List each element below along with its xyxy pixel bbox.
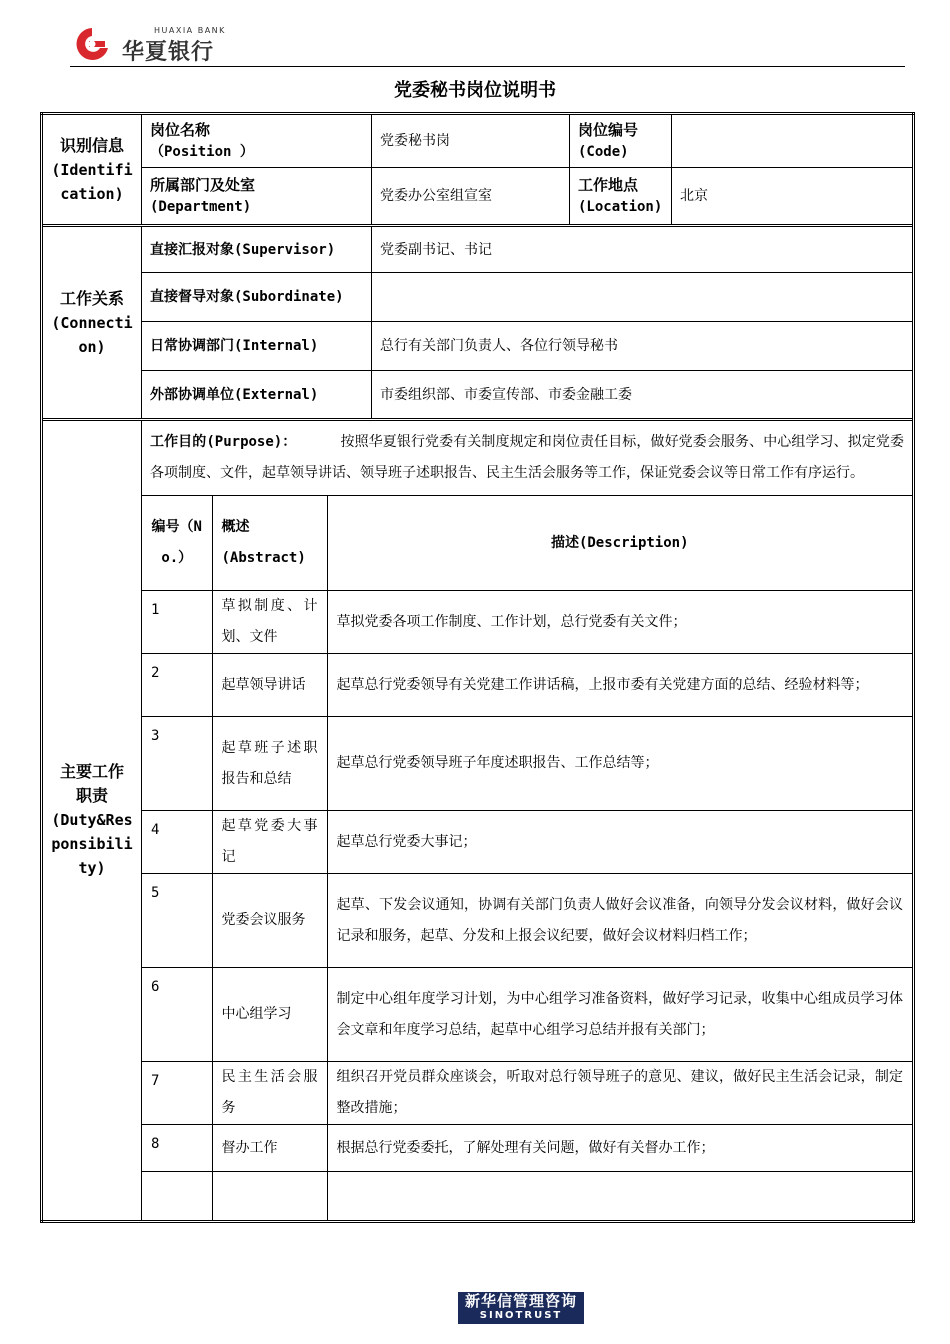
item-no: 5 bbox=[142, 874, 212, 968]
logo-english-name: HUAXIA BANK bbox=[154, 26, 226, 35]
identification-en: (Identification) bbox=[51, 160, 133, 203]
job-description-table bbox=[40, 112, 915, 1223]
item-no: 1 bbox=[142, 591, 212, 654]
position-label-cell bbox=[142, 114, 372, 168]
department-label-en: (Department) bbox=[150, 199, 252, 215]
internal-label: 日常协调部门(Internal) bbox=[142, 322, 372, 371]
table-row bbox=[142, 591, 912, 654]
identification-cn: 识别信息 bbox=[59, 135, 124, 155]
table-row bbox=[142, 1062, 912, 1125]
col-no-header: 编号（No.） bbox=[142, 496, 212, 591]
code-label-cell bbox=[570, 114, 672, 168]
external-value: 市委组织部、市委宣传部、市委金融工委 bbox=[372, 371, 914, 420]
item-description: 起草总行党委领导班子年度述职报告、工作总结等； bbox=[327, 717, 912, 811]
item-abstract: 起草党委大事记 bbox=[212, 811, 327, 874]
item-no: 7 bbox=[142, 1062, 212, 1125]
item-abstract: 党委会议服务 bbox=[212, 874, 327, 968]
code-label: 岗位编号 bbox=[578, 121, 639, 139]
logo-chinese-name: 华夏银行 bbox=[122, 40, 215, 65]
item-abstract: 督办工作 bbox=[212, 1125, 327, 1172]
item-no: 6 bbox=[142, 968, 212, 1062]
empty-cell bbox=[212, 1172, 327, 1220]
table-row bbox=[142, 654, 912, 717]
page-header bbox=[70, 22, 905, 67]
duties-section-label bbox=[42, 420, 142, 1222]
location-label: 工作地点 bbox=[578, 176, 639, 194]
duties-en: (Duty&Responsibility) bbox=[51, 811, 133, 878]
connection-cn: 工作关系 bbox=[59, 288, 124, 308]
purpose-block bbox=[142, 421, 912, 495]
footer-cn: 新华信管理咨询 bbox=[464, 1292, 577, 1310]
item-description: 草拟党委各项工作制度、工作计划，总行党委有关文件； bbox=[327, 591, 912, 654]
table-row-empty bbox=[142, 1172, 912, 1220]
footer-en: SINOTRUST bbox=[479, 1310, 563, 1321]
table-row bbox=[142, 717, 912, 811]
position-label-en: （Position ） bbox=[150, 144, 254, 160]
connection-en: (Connection) bbox=[51, 313, 133, 356]
item-description: 根据总行党委委托，了解处理有关问题，做好有关督办工作； bbox=[327, 1125, 912, 1172]
page-title: 党委秘书岗位说明书 bbox=[394, 80, 556, 101]
empty-cell bbox=[327, 1172, 912, 1220]
item-description: 组织召开党员群众座谈会，听取对总行领导班子的意见、建议，做好民主生活会记录，制定整改措施； bbox=[327, 1062, 912, 1125]
code-value bbox=[672, 114, 914, 168]
duties-table bbox=[142, 495, 912, 1220]
department-value: 党委办公室组宣室 bbox=[372, 168, 570, 226]
department-label: 所属部门及处室 bbox=[150, 176, 256, 194]
sinotrust-logo bbox=[458, 1292, 584, 1324]
connection-section-label bbox=[42, 226, 142, 420]
supervisor-value: 党委副书记、书记 bbox=[372, 226, 914, 273]
identification-section-label bbox=[42, 114, 142, 226]
table-row bbox=[142, 1125, 912, 1172]
item-no: 8 bbox=[142, 1125, 212, 1172]
internal-value: 总行有关部门负责人、各位行领导秘书 bbox=[372, 322, 914, 371]
col-description-header: 描述(Description) bbox=[327, 496, 912, 591]
item-abstract: 中心组学习 bbox=[212, 968, 327, 1062]
location-value: 北京 bbox=[672, 168, 914, 226]
duties-cn: 主要工作职责 bbox=[59, 762, 124, 806]
item-description: 起草总行党委领导有关党建工作讲话稿，上报市委有关党建方面的总结、经验材料等； bbox=[327, 654, 912, 717]
item-abstract: 草拟制度、计划、文件 bbox=[212, 591, 327, 654]
empty-cell bbox=[142, 1172, 212, 1220]
code-label-en: (Code) bbox=[578, 144, 629, 160]
col-abstract-header: 概述(Abstract) bbox=[212, 496, 327, 591]
external-label: 外部协调单位(External) bbox=[142, 371, 372, 420]
item-abstract: 起草班子述职报告和总结 bbox=[212, 717, 327, 811]
item-no: 4 bbox=[142, 811, 212, 874]
table-row bbox=[142, 968, 912, 1062]
table-row bbox=[142, 811, 912, 874]
subordinate-label: 直接督导对象(Subordinate) bbox=[142, 273, 372, 322]
item-description: 起草、下发会议通知，协调有关部门负责人做好会议准备，向领导分发会议材料，做好会议记录和服务，起草、分发和上报会议纪要，做好会议材料归档工作； bbox=[327, 874, 912, 968]
item-no: 3 bbox=[142, 717, 212, 811]
department-label-cell bbox=[142, 168, 372, 226]
location-label-en: (Location) bbox=[578, 199, 663, 215]
item-description: 制定中心组年度学习计划，为中心组学习准备资料，做好学习记录，收集中心组成员学习体会文章和年度学习总结，起草中心组学习总结并报有关部门； bbox=[327, 968, 912, 1062]
item-description: 起草总行党委大事记； bbox=[327, 811, 912, 874]
position-value: 党委秘书岗 bbox=[372, 114, 570, 168]
item-abstract: 起草领导讲话 bbox=[212, 654, 327, 717]
item-abstract: 民主生活会服务 bbox=[212, 1062, 327, 1125]
duties-content bbox=[142, 420, 914, 1222]
position-label: 岗位名称 bbox=[150, 121, 211, 139]
table-row bbox=[142, 874, 912, 968]
item-no: 2 bbox=[142, 654, 212, 717]
subordinate-value bbox=[372, 273, 914, 322]
purpose-text: 按照华夏银行党委有关制度规定和岗位责任目标，做好党委会服务、中心组学习、拟定党委各项制度、文件，起草领导讲话、领导班子述职报告、民主生活会服务等工作，保证党委会议等日常工作有序运行。 bbox=[150, 434, 905, 481]
supervisor-label: 直接汇报对象(Supervisor) bbox=[142, 226, 372, 273]
purpose-label: 工作目的(Purpose)： bbox=[150, 434, 297, 450]
huaxia-bank-logo-icon bbox=[70, 24, 114, 64]
location-label-cell bbox=[570, 168, 672, 226]
